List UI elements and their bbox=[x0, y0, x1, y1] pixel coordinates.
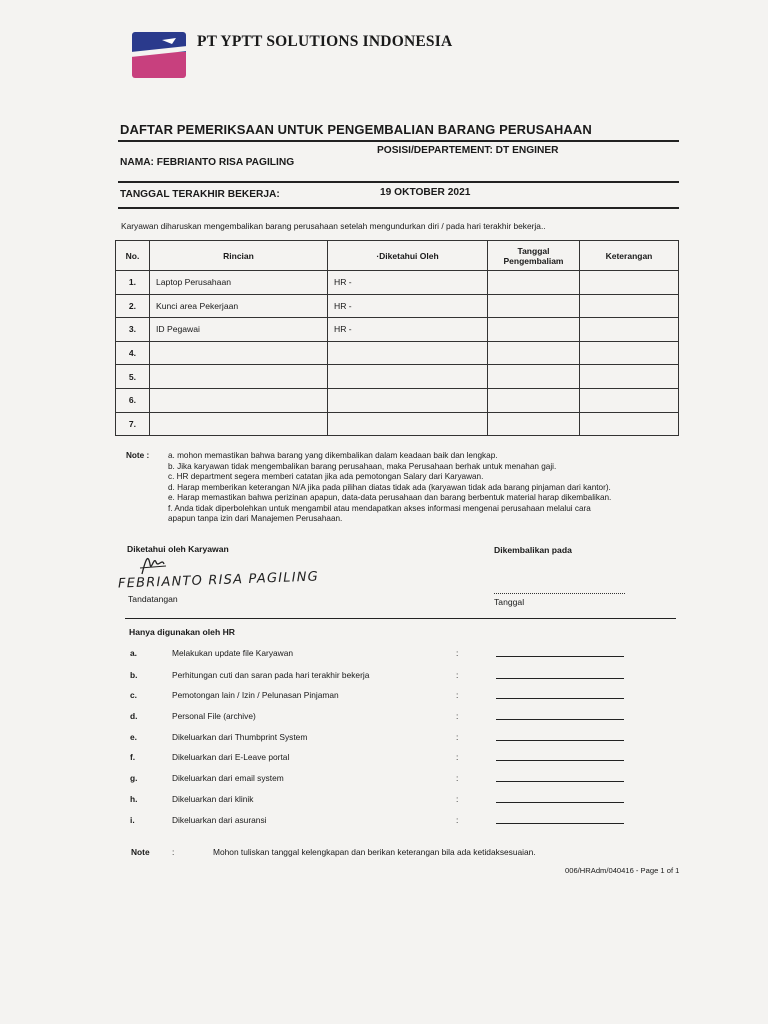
hr-item-letter: g. bbox=[130, 773, 138, 783]
hr-item-colon: : bbox=[456, 690, 459, 700]
hr-item-line bbox=[496, 740, 624, 741]
row-rincian: Kunci area Pekerjaan bbox=[150, 294, 328, 318]
hr-item-text: Dikeluarkan dari E-Leave portal bbox=[172, 752, 290, 762]
hr-item-colon: : bbox=[456, 732, 459, 742]
row-rincian bbox=[150, 341, 328, 365]
row-keterangan bbox=[580, 341, 679, 365]
row-rincian: ID Pegawai bbox=[150, 318, 328, 342]
hr-item-colon: : bbox=[456, 752, 459, 762]
form-title: DAFTAR PEMERIKSAAN UNTUK PENGEMBALIAN BARANG PERUSAHAAN bbox=[120, 122, 592, 137]
last-day-label: TANGGAL TERAKHIR BEKERJA: bbox=[120, 189, 280, 200]
hr-item-colon: : bbox=[456, 711, 459, 721]
row-no: 7. bbox=[116, 412, 150, 436]
row-tanggal bbox=[488, 294, 580, 318]
table-header-row bbox=[116, 241, 679, 271]
known-by-label: Diketahui oleh Karyawan bbox=[127, 544, 229, 554]
row-keterangan bbox=[580, 365, 679, 389]
row-tanggal bbox=[488, 388, 580, 412]
notes-label: Note : bbox=[126, 451, 150, 460]
footer-note-colon: : bbox=[172, 847, 175, 857]
header-no: No. bbox=[116, 241, 150, 271]
handwritten-name: FEBRIANTO RISA PAGILING bbox=[117, 569, 320, 592]
title-divider bbox=[118, 140, 679, 142]
row-keterangan bbox=[580, 318, 679, 342]
note-item: d. Harap memberikan keterangan N/A jika pada pilihan diatas tidak ada (karyawan tidak ada barang pinjaman dari kantor). bbox=[168, 482, 611, 492]
hr-item-colon: : bbox=[456, 815, 459, 825]
hr-item-colon: : bbox=[456, 773, 459, 783]
row-keterangan bbox=[580, 271, 679, 295]
table-row bbox=[116, 341, 679, 365]
hr-item-line bbox=[496, 781, 624, 782]
row-diketahui bbox=[328, 341, 488, 365]
hr-item-letter: f. bbox=[130, 752, 136, 762]
row-diketahui bbox=[328, 365, 488, 389]
date-dotted-line bbox=[494, 592, 625, 594]
table-row bbox=[116, 294, 679, 318]
note-item: b. Jika karyawan tidak mengembalikan barang perusahaan, maka Perusahaan berhak untuk menahan gaji. bbox=[168, 461, 557, 471]
hr-item-line bbox=[496, 719, 624, 720]
row-diketahui bbox=[328, 412, 488, 436]
row-rincian: Laptop Perusahaan bbox=[150, 271, 328, 295]
hr-item-letter: h. bbox=[130, 794, 138, 804]
row-no: 4. bbox=[116, 341, 150, 365]
hr-item-colon: : bbox=[456, 670, 459, 680]
row-keterangan bbox=[580, 294, 679, 318]
company-name: PT YPTT SOLUTIONS INDONESIA bbox=[197, 33, 453, 50]
name-divider bbox=[118, 181, 679, 183]
signature-label: Tandatangan bbox=[128, 594, 178, 604]
header-tanggal bbox=[488, 241, 580, 271]
row-no: 3. bbox=[116, 318, 150, 342]
date-label: Tanggal bbox=[494, 597, 525, 607]
hr-item-letter: d. bbox=[130, 711, 138, 721]
row-diketahui bbox=[328, 388, 488, 412]
hr-item-letter: b. bbox=[130, 670, 138, 680]
header-diketahui: ·Diketahui Oleh bbox=[328, 241, 488, 271]
hr-item-line bbox=[496, 678, 624, 679]
hr-item-text: Dikeluarkan dari Thumbprint System bbox=[172, 732, 308, 742]
last-day-divider bbox=[118, 207, 679, 209]
hr-divider bbox=[125, 618, 676, 619]
header-tanggal-line1: Tanggal bbox=[517, 245, 550, 256]
header-keterangan: Keterangan bbox=[580, 241, 679, 271]
row-tanggal bbox=[488, 271, 580, 295]
hr-item-letter: a. bbox=[130, 648, 137, 658]
note-item: a. mohon memastikan bahwa barang yang dikembalikan dalam keadaan baik dan lengkap. bbox=[168, 451, 498, 460]
hr-item-line bbox=[496, 656, 624, 657]
footer-note-label: Note bbox=[131, 847, 150, 857]
hr-item-line bbox=[496, 760, 624, 761]
hr-item-text: Dikeluarkan dari asuransi bbox=[172, 815, 267, 825]
table-row bbox=[116, 318, 679, 342]
table-row bbox=[116, 271, 679, 295]
hr-item-letter: c. bbox=[130, 690, 137, 700]
name-label: NAMA: FEBRIANTO RISA PAGILING bbox=[120, 157, 295, 168]
footer-note-text: Mohon tuliskan tanggal kelengkapan dan berikan keterangan bila ada ketidaksesuaian. bbox=[213, 847, 536, 857]
row-no: 6. bbox=[116, 388, 150, 412]
header-tanggal-line2: Pengembaliam bbox=[503, 255, 564, 266]
row-diketahui: HR - bbox=[328, 318, 488, 342]
header-rincian: Rincian bbox=[150, 241, 328, 271]
row-rincian bbox=[150, 388, 328, 412]
hr-item-text: Personal File (archive) bbox=[172, 711, 256, 721]
note-item: e. Harap memastikan bahwa perizinan apapun, data-data perusahaan dan barang berbentuk material harap dikembalikan. bbox=[168, 493, 612, 502]
hr-item-text: Pemotongan lain / Izin / Pelunasan Pinjaman bbox=[172, 690, 339, 700]
footer-note bbox=[131, 847, 691, 861]
hr-item-colon: : bbox=[456, 648, 459, 658]
row-keterangan bbox=[580, 412, 679, 436]
hr-item-line bbox=[496, 823, 624, 824]
row-rincian bbox=[150, 365, 328, 389]
company-logo bbox=[132, 32, 186, 78]
hr-item-text: Perhitungan cuti dan saran pada hari terakhir bekerja bbox=[172, 670, 370, 680]
note-item: f. Anda tidak diperbolehkan untuk mengambil atau mendapatkan akses informasi mengenai perusahaan melalui cara bbox=[168, 503, 591, 513]
position-label: POSISI/DEPARTEMENT: DT ENGINER bbox=[377, 145, 559, 156]
row-tanggal bbox=[488, 412, 580, 436]
row-rincian bbox=[150, 412, 328, 436]
row-no: 1. bbox=[116, 271, 150, 295]
return-items-table bbox=[115, 240, 679, 436]
row-diketahui: HR - bbox=[328, 294, 488, 318]
hr-item-colon: : bbox=[456, 794, 459, 804]
note-item: c. HR department segera memberi catatan jika ada pemotongan Salary dari Karyawan. bbox=[168, 472, 484, 481]
row-tanggal bbox=[488, 341, 580, 365]
returned-label: Dikembalikan pada bbox=[494, 545, 572, 555]
table-row bbox=[116, 412, 679, 436]
hr-item-text: Dikeluarkan dari email system bbox=[172, 773, 284, 783]
table-row bbox=[116, 365, 679, 389]
row-no: 5. bbox=[116, 365, 150, 389]
hr-item-line bbox=[496, 698, 624, 699]
hr-section-title: Hanya digunakan oleh HR bbox=[129, 627, 236, 637]
row-tanggal bbox=[488, 318, 580, 342]
hr-item-letter: e. bbox=[130, 732, 137, 742]
row-diketahui: HR - bbox=[328, 271, 488, 295]
row-no: 2. bbox=[116, 294, 150, 318]
hr-item-text: Melakukan update file Karyawan bbox=[172, 648, 294, 658]
last-day-value: 19 OKTOBER 2021 bbox=[380, 187, 471, 198]
hr-item-line bbox=[496, 802, 624, 803]
row-keterangan bbox=[580, 388, 679, 412]
table-row bbox=[116, 388, 679, 412]
instruction-text: Karyawan diharuskan mengembalikan barang perusahaan setelah mengundurkan diri / pada hari terakhir bekerja.. bbox=[121, 221, 546, 231]
page-code: 006/HRAdm/040416 - Page 1 of 1 bbox=[565, 866, 680, 875]
hr-item-letter: i. bbox=[130, 815, 135, 825]
row-tanggal bbox=[488, 365, 580, 389]
note-item: apapun tanpa izin dari Manajemen Perusahaan. bbox=[168, 514, 343, 523]
hr-item-text: Dikeluarkan dari klinik bbox=[172, 794, 254, 804]
